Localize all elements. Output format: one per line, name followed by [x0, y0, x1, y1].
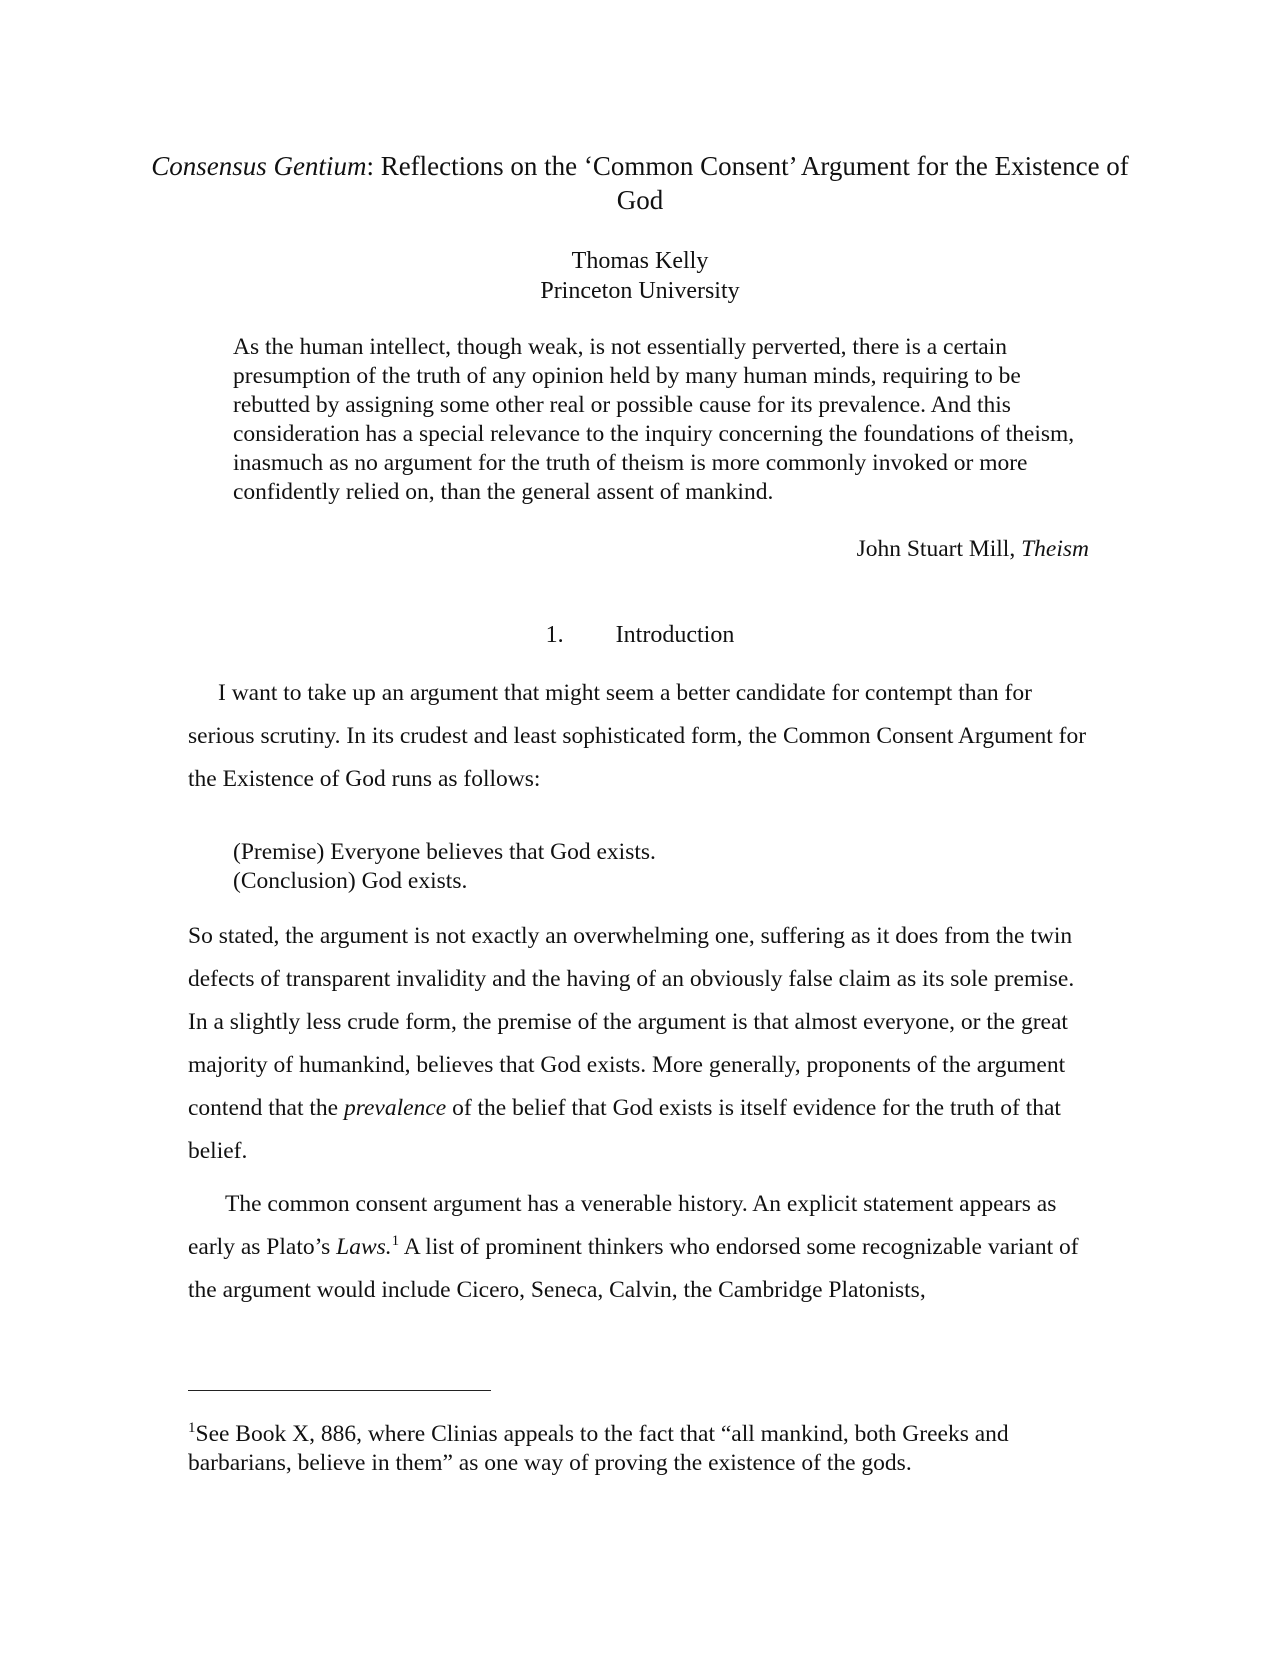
footnote-divider	[188, 1390, 491, 1391]
footnote-reference[interactable]: 1	[391, 1233, 400, 1250]
p3-text-before: The common consent argument has a venerable history. An explicit statement appears as early as Plato’s	[188, 1191, 1057, 1260]
attribution-work: Theism	[1021, 536, 1089, 562]
epigraph-attribution	[600, 535, 1089, 564]
epigraph-quote: As the human intellect, though weak, is not essentially perverted, there is a certain presumption of the truth of any opinion held by many human minds, requiring to be rebutted by assigning some other real or possible cause for its prevalence. And this consideration has a special relevance to the inquiry concerning the foundations of theism, inasmuch as no argument for the truth of theism is more commonly invoked or more confidently relied on, than the general assent of mankind.	[233, 334, 1075, 505]
author-block	[150, 246, 1130, 306]
footnote-mark: 1	[188, 1420, 196, 1437]
paper-title-italic: Consensus Gentium	[151, 151, 367, 181]
argument-premise: (Premise) Everyone believes that God exists.	[233, 839, 656, 865]
section-heading	[150, 620, 1130, 650]
paper-title-rest: : Reflections on the ‘Common Consent’ Argument for the Existence of God	[366, 151, 1129, 215]
body-paragraph-3	[188, 1183, 1088, 1312]
author-name: Thomas Kelly	[571, 248, 709, 274]
section-number: 1.	[545, 622, 564, 648]
paper-title	[150, 149, 1130, 217]
body-paragraph-1: I want to take up an argument that might seem a better candidate for contempt than for serious scrutiny. In its crudest and least sophisticated form, the Common Consent Argument for the Existence of God runs as follows:	[188, 680, 1087, 792]
p3-text-after: A list of prominent thinkers who endorsed some recognizable variant of the argument would include Cicero, Seneca, Calvin, the Cambridge Platonists,	[188, 1234, 1079, 1303]
author-affiliation: Princeton University	[540, 278, 740, 304]
argument-block	[233, 838, 1033, 896]
p3-italic-work: Laws.	[336, 1234, 392, 1260]
attribution-author: John Stuart Mill,	[856, 536, 1022, 562]
p2-text-after: of the belief that God exists is itself evidence for the truth of that belief.	[188, 1095, 1061, 1164]
footnote-text: See Book X, 886, where Clinias appeals to the fact that “all mankind, both Greeks and barbarians, believe in them” as one way of proving the existence of the gods.	[188, 1421, 1009, 1476]
argument-conclusion: (Conclusion) God exists.	[233, 868, 468, 894]
footnote-1	[188, 1420, 1088, 1478]
section-title: Introduction	[615, 622, 735, 648]
p2-italic-term: prevalence	[343, 1095, 447, 1121]
p2-text-before: So stated, the argument is not exactly an overwhelming one, suffering as it does from the twin defects of transparent invalidity and the having of an obviously false claim as its sole premise. In a slightly less crude form, the premise of the argument is that almost everyone, or the great majority of humankind, believes that God exists. More generally, proponents of the argument contend that the	[188, 923, 1075, 1121]
body-paragraph-2	[188, 915, 1088, 1173]
